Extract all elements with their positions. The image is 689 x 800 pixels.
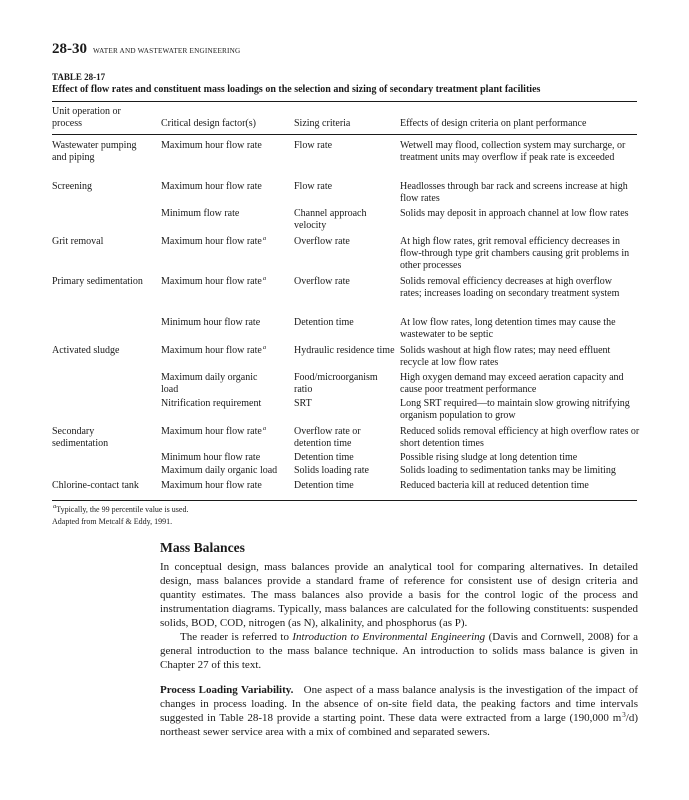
table-cell-factor: Maximum daily organic load	[161, 465, 278, 476]
run-in-heading: Process Loading Variability.	[160, 684, 294, 696]
page-header	[52, 40, 240, 58]
table-cell-factor: Maximum hour flow rate$^a$	[161, 344, 267, 356]
table-cell-sizing: SRT	[294, 398, 312, 409]
table-header-factor: Critical design factor(s)	[161, 118, 256, 129]
table-cell-effect: At high flow rates, grit removal efficiency decreases in flow-through type grit chambers causing grit problems in other processes	[400, 236, 630, 272]
table-cell-sizing: Detention time	[294, 317, 354, 328]
table-cell-factor: Maximum daily organic load	[161, 372, 258, 396]
table-cell-operation: Secondary sedimentation	[52, 426, 109, 450]
table-caption: Effect of flow rates and constituent mass loadings on the selection and sizing of secondary treatment plant facilities	[52, 84, 541, 95]
table-cell-factor: Maximum hour flow rate	[161, 140, 262, 151]
body-paragraph: Process Loading Variability. One aspect of a mass balance analysis is the investigation of the impact of changes in process loading. In the absence of on-site field data, the peaking factors and time intervals suggested in Table 28-18 provide a starting point. These data were extracted from a large (190,000 $m^3/d$) northeast sewer service area with a mix of combined and separated sewers.	[160, 684, 639, 738]
table-cell-effect: Long SRT required—to maintain slow growing nitrifying organism population to grow	[400, 398, 630, 422]
body-paragraph: The reader is referred to Introduction to Environmental Engineering (Davis and Cornwell, 2008) for a general introduction to the mass balance technique. An introduction to solids mass balance is given in Chapter 27 of this text.	[160, 631, 638, 671]
table-header-sizing: Sizing criteria	[294, 118, 351, 129]
table-header-effect: Effects of design criteria on plant performance	[400, 118, 587, 129]
table-cell-sizing: Overflow rate	[294, 276, 350, 287]
table-cell-factor: Maximum hour flow rate$^a$	[161, 425, 267, 437]
table-cell-sizing: Solids loading rate	[294, 465, 369, 476]
table-cell-factor: Maximum hour flow rate	[161, 181, 262, 192]
table-cell-effect: Solids loading to sedimentation tanks may be limiting	[400, 465, 616, 476]
table-cell-factor: Nitrification requirement	[161, 398, 262, 409]
table-cell-factor: Maximum hour flow rate	[161, 480, 262, 491]
table-cell-operation: Screening	[52, 181, 92, 192]
body-paragraph: In conceptual design, mass balances provide an analytical tool for comparing alternatives. In detailed design, mass balances provide a standard frame of reference for consistent use of design criteria and quantity estimates. The mass balances also provide a basis for the control logic of the process and instrumentation diagrams. Typically, mass balances are calculated for the following constituents: suspended solids, BOD, COD, nitrogen (as N), alkalinity, and phosphorus (as P).	[160, 561, 638, 629]
table-bottom-rule	[52, 500, 637, 501]
table-cell-factor: Minimum flow rate	[161, 208, 240, 219]
table-cell-sizing: Channel approach velocity	[294, 208, 367, 232]
book-title: Introduction to Environmental Engineering	[292, 631, 486, 643]
table-cell-effect: Solids may deposit in approach channel at low flow rates	[400, 208, 629, 219]
running-head: WATER AND WASTEWATER ENGINEERING	[93, 47, 241, 55]
table-cell-effect: Possible rising sludge at long detention time	[400, 452, 578, 463]
table-cell-effect: Solids washout at high flow rates; may need effluent recycle at low flow rates	[400, 345, 611, 369]
table-cell-sizing: Overflow rate	[294, 236, 350, 247]
table-cell-operation: Activated sludge	[52, 345, 120, 356]
table-label: TABLE 28-17	[52, 72, 106, 82]
table-cell-effect: Wetwell may flood, collection system may surcharge, or treatment units may overflow if peak rate is exceeded	[400, 140, 626, 164]
table-cell-operation: Primary sedimentation	[52, 276, 143, 287]
table-cell-effect: Reduced solids removal efficiency at high overflow rates or short detention times	[400, 426, 640, 450]
table-cell-sizing: Overflow rate or detention time	[294, 426, 361, 450]
table-cell-effect: High oxygen demand may exceed aeration capacity and cause poor treatment performance	[400, 372, 624, 396]
table-cell-factor: Maximum hour flow rate$^a$	[161, 235, 267, 247]
table-cell-operation: Wastewater pumping and piping	[52, 140, 137, 164]
table-cell-operation: Grit removal	[52, 236, 104, 247]
table-footnote: $^a$Typically, the 99 percentile value is used.	[53, 503, 189, 514]
table-cell-sizing: Flow rate	[294, 181, 333, 192]
table-cell-effect: Reduced bacteria kill at reduced detention time	[400, 480, 589, 491]
table-header-rule	[52, 134, 637, 135]
table-cell-sizing: Hydraulic residence time	[294, 345, 395, 356]
table-cell-sizing: Detention time	[294, 480, 354, 491]
table-cell-effect: Headlosses through bar rack and screens increase at high flow rates	[400, 181, 628, 205]
page-number: 28-30	[52, 41, 87, 57]
table-top-rule	[52, 101, 637, 102]
table-header-operation: Unit operation or process	[52, 106, 121, 130]
table-cell-sizing: Detention time	[294, 452, 354, 463]
table-cell-sizing: Food/microorganism ratio	[294, 372, 378, 396]
table-cell-operation: Chlorine-contact tank	[52, 480, 139, 491]
section-title: Mass Balances	[160, 540, 245, 555]
table-cell-factor: Minimum hour flow rate	[161, 452, 261, 463]
table-cell-factor: Minimum hour flow rate	[161, 317, 261, 328]
table-cell-effect: At low flow rates, long detention times may cause the wastewater to be septic	[400, 317, 616, 341]
table-cell-factor: Maximum hour flow rate$^a$	[161, 275, 267, 287]
table-cell-sizing: Flow rate	[294, 140, 333, 151]
table-source: Adapted from Metcalf & Eddy, 1991.	[52, 517, 173, 526]
table-cell-effect: Solids removal efficiency decreases at high overflow rates; increases loading on secondary treatment system	[400, 276, 620, 300]
